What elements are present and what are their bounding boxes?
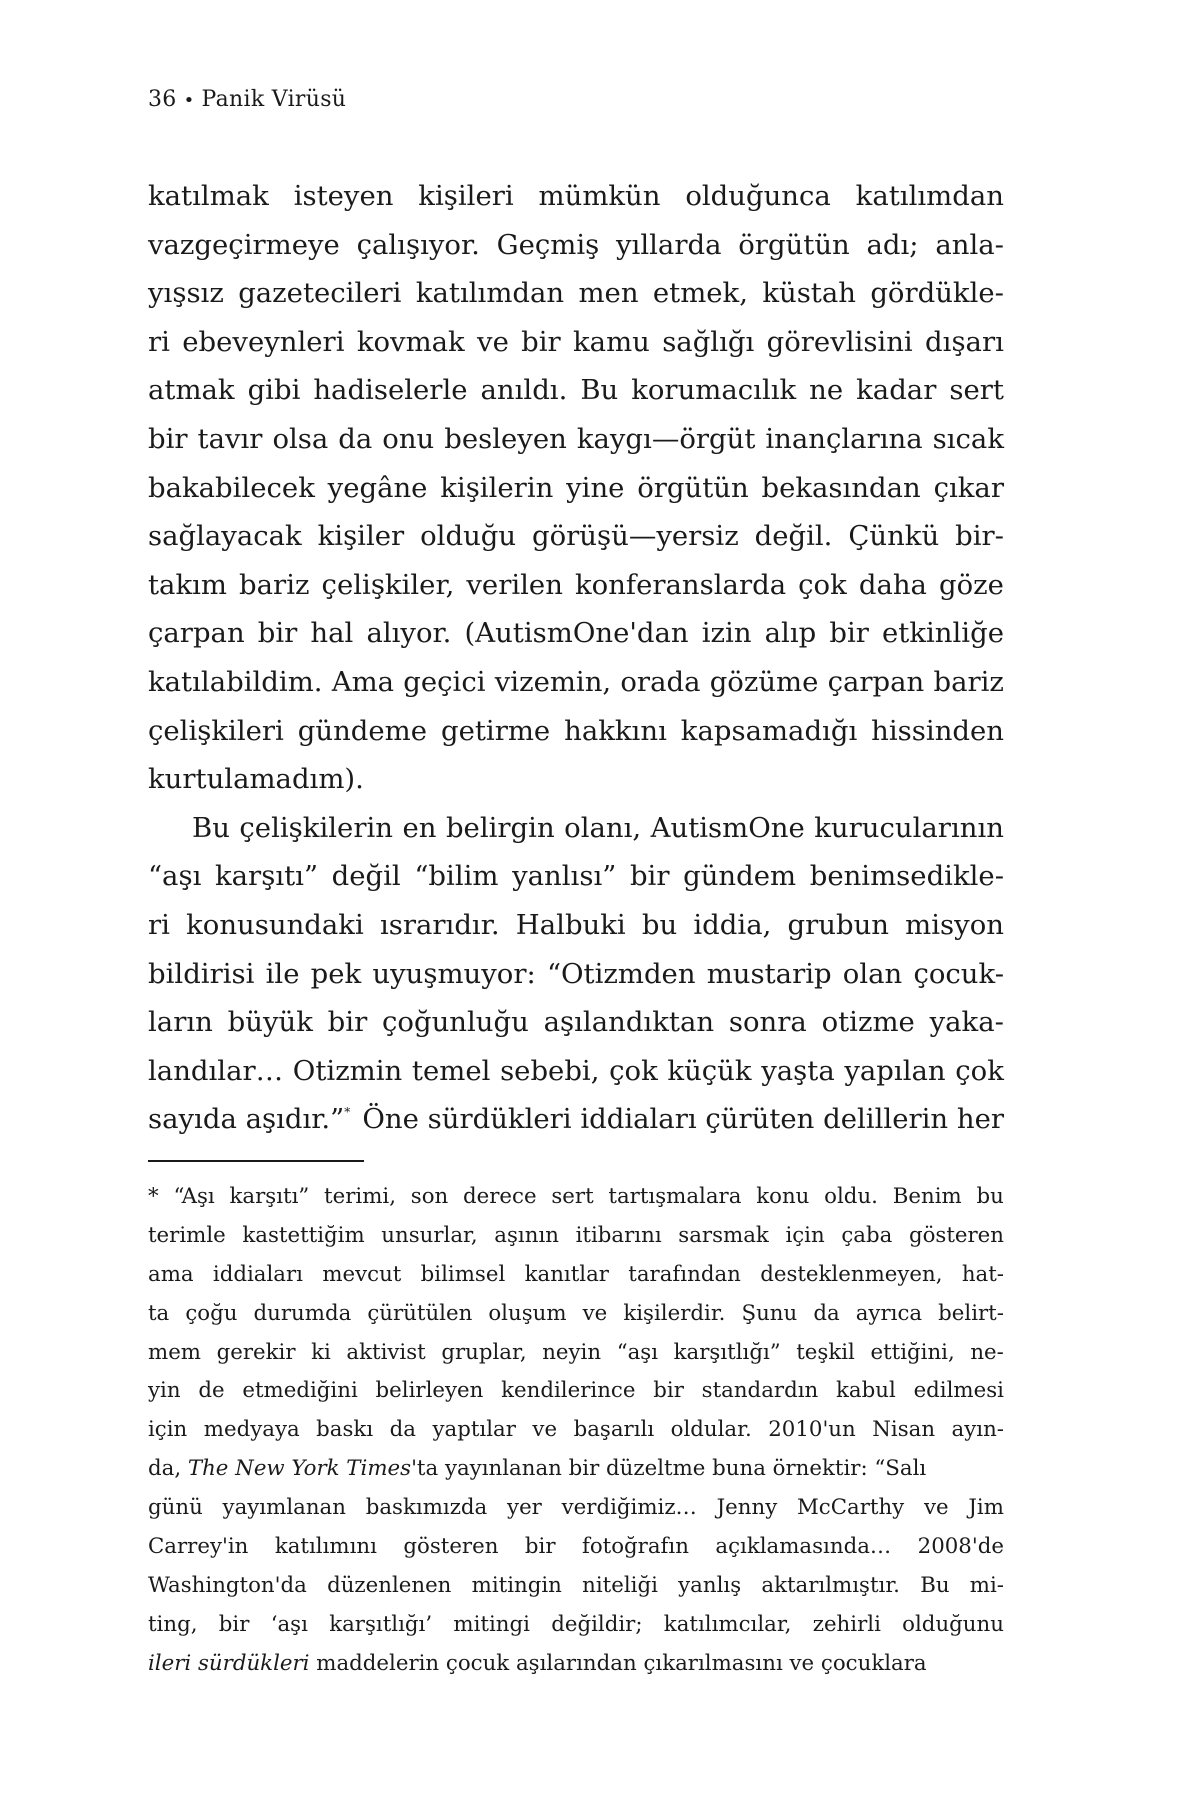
word: ne [809,374,844,407]
word: için [785,1222,825,1248]
word: yışsız [148,277,224,310]
word: Çünkü [848,520,940,553]
word: Jenny [716,1495,778,1521]
word: bir [327,1006,368,1039]
word: kapsamadığı [680,714,858,747]
word: desteklenmeyen, [760,1261,943,1287]
word: vazgeçirmeye [148,228,340,261]
text-line [148,318,1004,367]
word: ri [148,325,170,358]
word: son [410,1184,449,1209]
word: yanlısı” [512,860,617,893]
footnote-line [148,1411,1004,1450]
word: görevlisini [766,325,913,358]
word: misyon [905,908,1004,941]
footnote [148,1178,1004,1684]
word: besleyen [444,422,567,455]
word: pek [310,957,362,990]
word: bir [524,1534,556,1560]
word: kanıtlar [524,1261,609,1287]
word: korumacılık [631,374,797,407]
word: yin [148,1378,181,1404]
text-segment: Öne sürdükleri iddiaları çürüten delillerin her [362,1103,1004,1136]
word: sert [551,1184,594,1209]
word: ebeveynleri [182,325,345,358]
word: aktarılmıştır. [761,1572,900,1598]
word: tarafından [628,1261,741,1287]
text-line [148,561,1004,610]
word: Jim [968,1495,1004,1521]
word: kovmak [356,325,465,358]
word: ri [148,908,170,941]
word: bir- [955,520,1004,553]
word: çelişkileri [148,714,284,747]
word: olanı, [564,811,642,844]
word: kastettiğim [242,1222,365,1248]
word: olsa [272,422,329,455]
word: gazetecileri [238,277,402,310]
word: adı; [866,228,919,261]
word: mustarip [706,957,832,990]
word: olduğu [420,520,517,553]
word: bildirisi [148,957,255,990]
word: olan [842,957,903,990]
body-text [148,172,1004,1144]
word: daha [858,568,927,601]
text-line [148,1047,1004,1096]
word: bir [218,1611,250,1637]
word: hissinden [871,714,1004,747]
word: fotoğrafın [581,1534,689,1560]
word: bilimsel [420,1261,506,1287]
word: zehirli [812,1611,881,1637]
word: çaba [841,1222,893,1248]
word: günü [148,1495,203,1521]
word: gördükle- [870,277,1004,310]
word: karşıtı” [215,860,319,893]
word: bir [257,617,298,650]
word: açıklamasında… [715,1534,892,1560]
word: kaygı—örgüt [576,422,756,455]
word: gözüme [709,665,819,698]
text-line [148,221,1004,270]
word: bir [148,422,188,455]
word: ile [265,957,300,990]
word: tavır [197,422,263,455]
word: alıyor. [366,617,452,650]
word: benimsedikle- [809,860,1004,893]
word: da [813,1300,840,1326]
word: getirme [440,714,551,747]
word: vizemin, [494,665,612,698]
word: mitingin [471,1572,562,1598]
word: çürütülen [367,1300,473,1326]
word: 2008'de [917,1534,1004,1560]
word: medyaya [203,1417,300,1443]
word: landılar… [148,1054,284,1087]
word: 2010'un [768,1417,856,1443]
word: çocuk- [913,957,1004,990]
word: derece [463,1184,537,1209]
word: gruplar, [441,1339,527,1365]
text-line [148,366,1004,415]
footnote-line [148,1528,1004,1567]
word: “bilim [414,860,499,893]
word: mümkün [538,180,661,212]
word: karşıtı” [229,1184,310,1209]
word: ki [311,1339,331,1365]
word: sağlayacak [148,520,302,553]
word: de [198,1378,225,1404]
book-title: Panik Virüsü [201,87,347,112]
word: gerekir [216,1339,296,1365]
word: “aşı [148,860,202,893]
word: çarpan [827,665,925,698]
word: hat- [961,1261,1004,1287]
word: Carrey'in [148,1534,249,1560]
word: ve [582,1300,608,1326]
footnote-line [148,1217,1004,1256]
word: çok [609,1054,658,1087]
word: ayın- [951,1417,1004,1443]
word: iddiaları [212,1261,303,1287]
emphasis: ileri sürdükleri [148,1650,310,1676]
word: katılmak [148,180,269,212]
word: etkinliğe [882,617,1004,650]
word: grubun [787,908,889,941]
word: belirgin [445,811,555,844]
word: oldu. [824,1184,878,1209]
text-line [148,172,1004,221]
word: kişileri [418,180,514,212]
word: yine [566,471,625,504]
word: ‘aşı [270,1611,308,1637]
word: inançlarına [765,422,923,455]
word: iddia, [693,908,772,941]
word: kişiler [317,520,405,553]
word: verdiğimiz… [561,1495,697,1521]
word: anla- [935,228,1004,261]
word: baskı [316,1417,374,1443]
text-line [148,707,1004,756]
word: mi- [969,1572,1004,1598]
word: Şunu [741,1300,798,1326]
word: men [578,277,639,310]
word: kişilerdir. [623,1300,726,1326]
word: çok [798,568,847,601]
word: çoğu [185,1300,238,1326]
word: kadar [856,374,937,407]
word: büyük [227,1006,313,1039]
text-line [148,269,1004,318]
word: Nisan [872,1417,936,1443]
word: Otizmin [292,1054,403,1087]
word: çalışıyor. [356,228,480,261]
word: aşılandıktan [543,1006,715,1039]
text-line [148,901,1004,950]
text-line [148,609,1004,658]
word: olduğunu [902,1611,1004,1637]
word: bir [629,860,670,893]
word: değildir; [551,1611,643,1637]
word: başarılı [573,1417,655,1443]
word: konferanslarda [575,568,787,601]
text-segment: sayıda aşıdır.”* [148,1103,351,1136]
word: karşıtlığı’ [329,1611,433,1637]
word: Washington'da [148,1572,307,1598]
word: yayımlanan [222,1495,346,1521]
word: kamu [573,325,650,358]
word: ne- [970,1339,1004,1365]
word: ve [477,325,509,358]
word: bu [641,908,678,941]
word: da [389,1417,416,1443]
word: en [402,811,437,844]
word: yaptılar [432,1417,516,1443]
word: hadiselerle [313,374,468,407]
word: kendilerince [501,1378,636,1404]
word: standardın [701,1378,819,1404]
footnote-line [148,1606,1004,1645]
word: gündem [683,860,797,893]
word: oluşum [488,1300,567,1326]
word: gibi [247,374,301,407]
word: belirt- [938,1300,1004,1326]
word: uyuşmuyor: [372,957,536,990]
word: katılımdan [855,180,1004,212]
text-segment: ileri sürdükleri maddelerin çocuk aşılarından çıkarılmasını ve çocuklara [148,1650,927,1676]
word: belirleyen [375,1378,484,1404]
word: sarsmak [678,1222,769,1248]
word: yıllarda [616,228,722,261]
word: yer [507,1495,542,1521]
word: ama [148,1261,194,1287]
word: “aşı [616,1339,659,1365]
word: bir [829,617,869,650]
word: mem [148,1339,201,1365]
word: çelişkilerin [239,811,393,844]
footnote-reference: * [344,1105,351,1120]
word: ve [923,1495,949,1521]
word: aşının [494,1222,559,1248]
word: Bu [920,1572,950,1598]
word: aktivist [346,1339,426,1365]
word: ettiğini, [870,1339,955,1365]
word: karşıtlığı” [673,1339,781,1365]
word: temel [411,1054,491,1087]
word: etmediğini [242,1378,358,1404]
word: McCarthy [797,1495,905,1521]
word: isteyen [293,180,394,212]
word: ve [532,1417,558,1443]
word: (AutismOne'dan [464,617,689,650]
footnote-line [148,1334,1004,1373]
text-line [148,852,1004,901]
word: bakabilecek [148,471,315,504]
word: bariz [933,665,1004,698]
word: değil. [754,520,833,553]
text-line [148,950,1004,999]
footnote-line [148,1645,1004,1684]
word: * [148,1184,159,1209]
word: yanlış [678,1572,742,1598]
word: mevcut [322,1261,402,1287]
word: yapılan [844,1054,946,1087]
word: Ama [331,665,395,698]
word: olduğunca [685,180,831,212]
word: geçici [403,665,486,698]
word: görüşü—yersiz [532,520,739,553]
word: niteliği [582,1572,658,1598]
word: Benim [892,1184,962,1209]
word: çok [955,1054,1004,1087]
word: katılımdan [415,277,565,310]
word: edilmesi [913,1378,1004,1404]
word: sağlığı [662,325,755,358]
word: kurucularının [814,811,1004,844]
text-line [148,998,1004,1047]
word: terimi, [324,1184,396,1209]
word: baskımızda [365,1495,488,1521]
word: göze [939,568,1004,601]
word: küçük [667,1054,752,1087]
word: gündeme [297,714,428,747]
footnote-line [148,1372,1004,1411]
word: çoğunluğu [382,1006,529,1039]
word: ısrarıdır. [379,908,500,941]
word: otizme [821,1006,915,1039]
footnote-line [148,1178,1004,1217]
text-line [148,464,1004,513]
word: takım [148,568,227,601]
word: sıcak [932,422,1004,455]
word: teşkil [796,1339,855,1365]
footnote-line [148,1295,1004,1334]
footnote-divider [148,1160,364,1162]
word: Bu [580,374,619,407]
page-number: 36 [148,87,177,112]
word: Halbuki [515,908,626,941]
word: atmak [148,374,235,407]
newspaper-title: The New York Times [187,1456,412,1482]
word: “Aşı [173,1184,215,1209]
word: etmek, [652,277,748,310]
word: kişilerin [440,471,554,504]
text-line [148,1095,1004,1144]
word: itibarını [575,1222,662,1248]
word: ting, [148,1611,198,1637]
text-line [148,804,1004,853]
footnote-line [148,1567,1004,1606]
word: konu [756,1184,810,1209]
word: örgütün [637,471,749,504]
word: çıkar [933,471,1004,504]
word: bariz [239,568,310,601]
word: izin [701,617,752,650]
text-line [148,755,1004,804]
word: oldular. [670,1417,752,1443]
word: unsurlar, [381,1222,478,1248]
word: ta [148,1300,170,1326]
word: verilen [466,568,563,601]
word: değil [331,860,401,893]
word: yegâne [327,471,428,504]
word: düzenlenen [327,1572,452,1598]
word: gösteren [403,1534,499,1560]
word: kurtulamadım). [148,763,364,796]
word: neyin [542,1339,602,1365]
word: alıp [764,617,817,650]
text-line [148,512,1004,561]
word: sonra [728,1006,807,1039]
word: onu [382,422,435,455]
word: yaka- [929,1006,1004,1039]
word: katılımcılar, [663,1611,792,1637]
header-separator: • [183,90,195,111]
word: çarpan [148,617,245,650]
word: çelişkiler, [321,568,455,601]
word: bekasından [761,471,921,504]
word: “Otizmden [546,957,696,990]
word: anıldı. [480,374,568,407]
word: katılımını [274,1534,377,1560]
word: örgütün [738,228,850,261]
word: Geçmiş [496,228,600,261]
word: bir [521,325,561,358]
word: bu [976,1184,1004,1209]
word: için [148,1417,188,1443]
word: AutismOne [650,811,805,844]
word: Bu [192,811,230,844]
running-head [148,86,346,115]
word: bir [653,1378,684,1404]
word: küstah [762,277,856,310]
word: ayrıca [855,1300,923,1326]
word: orada [620,665,701,698]
word: yaşta [761,1054,835,1087]
word: gösteren [908,1222,1004,1248]
word: dışarı [925,325,1004,358]
word: mitingi [453,1611,530,1637]
word: ların [148,1006,213,1039]
footnote-line [148,1450,1004,1489]
text-line [148,658,1004,707]
word: durumda [253,1300,352,1326]
footnote-line [148,1489,1004,1528]
word: sert [949,374,1004,407]
word: tartışmalara [608,1184,742,1209]
word: terimle [148,1222,226,1248]
word: katılabildim. [148,665,323,698]
word: konusundaki [186,908,364,941]
word: kabul [836,1378,896,1404]
word: hakkını [564,714,667,747]
word: hal [310,617,354,650]
text-segment: da, The New York Times'ta yayınlanan bir düzeltme buna örnektir: “Salı [148,1456,927,1482]
text-line [148,415,1004,464]
footnote-line [148,1256,1004,1295]
word: sebebi, [500,1054,600,1087]
word: da [338,422,373,455]
